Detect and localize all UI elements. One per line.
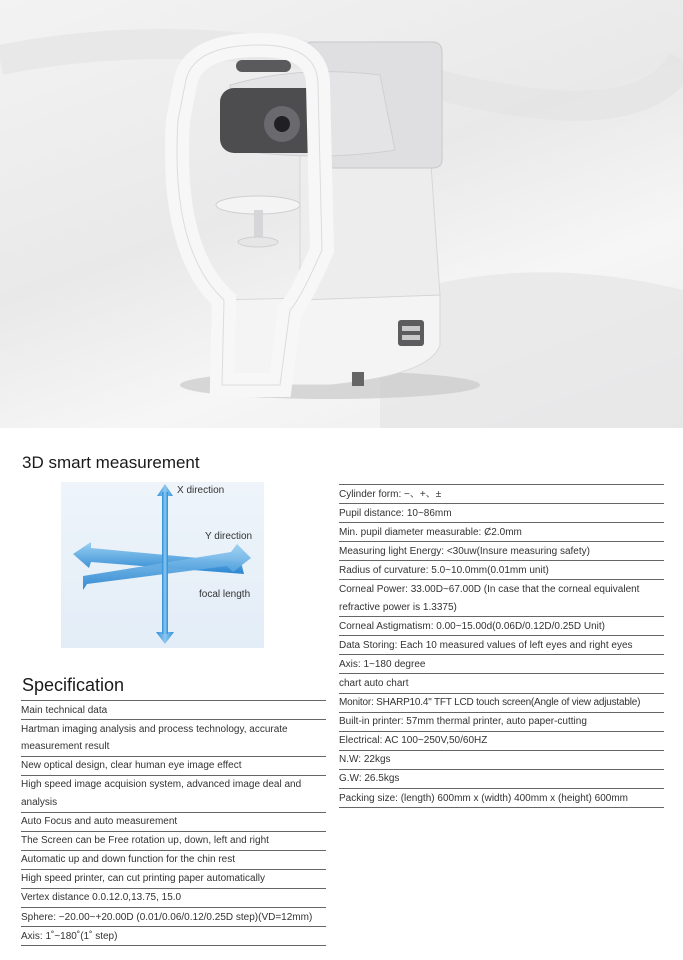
autorefractor-illustration — [0, 0, 683, 428]
spec-item: Electrical: AC 100~250V,50/60HZ — [339, 732, 664, 751]
product-hero-image — [0, 0, 683, 428]
spec-item: Axis: 1˚~180˚(1˚ step) — [21, 927, 326, 946]
spec-item: Vertex distance 0.0.12.0,13.75, 15.0 — [21, 889, 326, 908]
forehead-rest — [236, 60, 291, 72]
spec-item: Automatic up and down function for the chin rest — [21, 851, 326, 870]
3d-axis-diagram — [61, 482, 264, 648]
spec-item: Pupil distance: 10~86mm — [339, 504, 664, 523]
spec-list-left — [21, 700, 326, 946]
spec-item: Min. pupil diameter measurable: Ȼ2.0mm — [339, 523, 664, 542]
spec-list-right — [339, 484, 664, 808]
spec-item: Measuring light Energy: <30uw(Insure measuring safety) — [339, 542, 664, 561]
spec-item: Axis: 1~180 degree — [339, 655, 664, 674]
spec-item: High speed printer, can cut printing paper automatically — [21, 870, 326, 889]
section-title-3d-measurement: 3D smart measurement — [22, 453, 200, 472]
spec-item: Main technical data — [21, 701, 326, 720]
port-panel — [398, 320, 424, 346]
spec-item: Hartman imaging analysis and process technology, accurate measurement result — [21, 720, 326, 757]
section-title-specification: Specification — [22, 675, 125, 695]
spec-item: Cylinder form: −、+、± — [339, 485, 664, 504]
spec-item: Radius of curvature: 5.0~10.0mm(0.01mm unit) — [339, 561, 664, 580]
lens — [274, 116, 290, 132]
spec-item: Auto Focus and auto measurement — [21, 813, 326, 832]
spec-item: N.W: 22kgs — [339, 751, 664, 770]
spec-item: Built-in printer: 57mm thermal printer, auto paper-cutting — [339, 713, 664, 732]
spec-item: Monitor: SHARP10.4" TFT LCD touch screen(Angle of view adjustable) — [339, 694, 664, 713]
spec-item: chart auto chart — [339, 674, 664, 693]
y-direction-label: Y direction — [205, 531, 253, 542]
x-direction-label: X direction — [177, 485, 225, 496]
spec-item: Packing size: (length) 600mm x (width) 400mm x (height) 600mm — [339, 789, 664, 808]
spec-item: The Screen can be Free rotation up, down, left and right — [21, 832, 326, 851]
spec-item: High speed image acquision system, advanced image deal and analysis — [21, 776, 326, 813]
spec-item: Sphere: −20.00~+20.00D (0.01/0.06/0.12/0.25D step)(VD=12mm) — [21, 908, 326, 927]
focal-length-label: focal length — [199, 589, 251, 600]
spec-item: Corneal Power: 33.00D~67.00D (In case that the corneal equivalent refractive power is 1.3375) — [339, 580, 664, 617]
spec-item: G.W: 26.5kgs — [339, 770, 664, 789]
spec-item: Corneal Astigmatism: 0.00~15.00d(0.06D/0.12D/0.25D Unit) — [339, 617, 664, 636]
spec-item: New optical design, clear human eye image effect — [21, 757, 326, 776]
spec-item: Data Storing: Each 10 measured values of left eyes and right eyes — [339, 636, 664, 655]
